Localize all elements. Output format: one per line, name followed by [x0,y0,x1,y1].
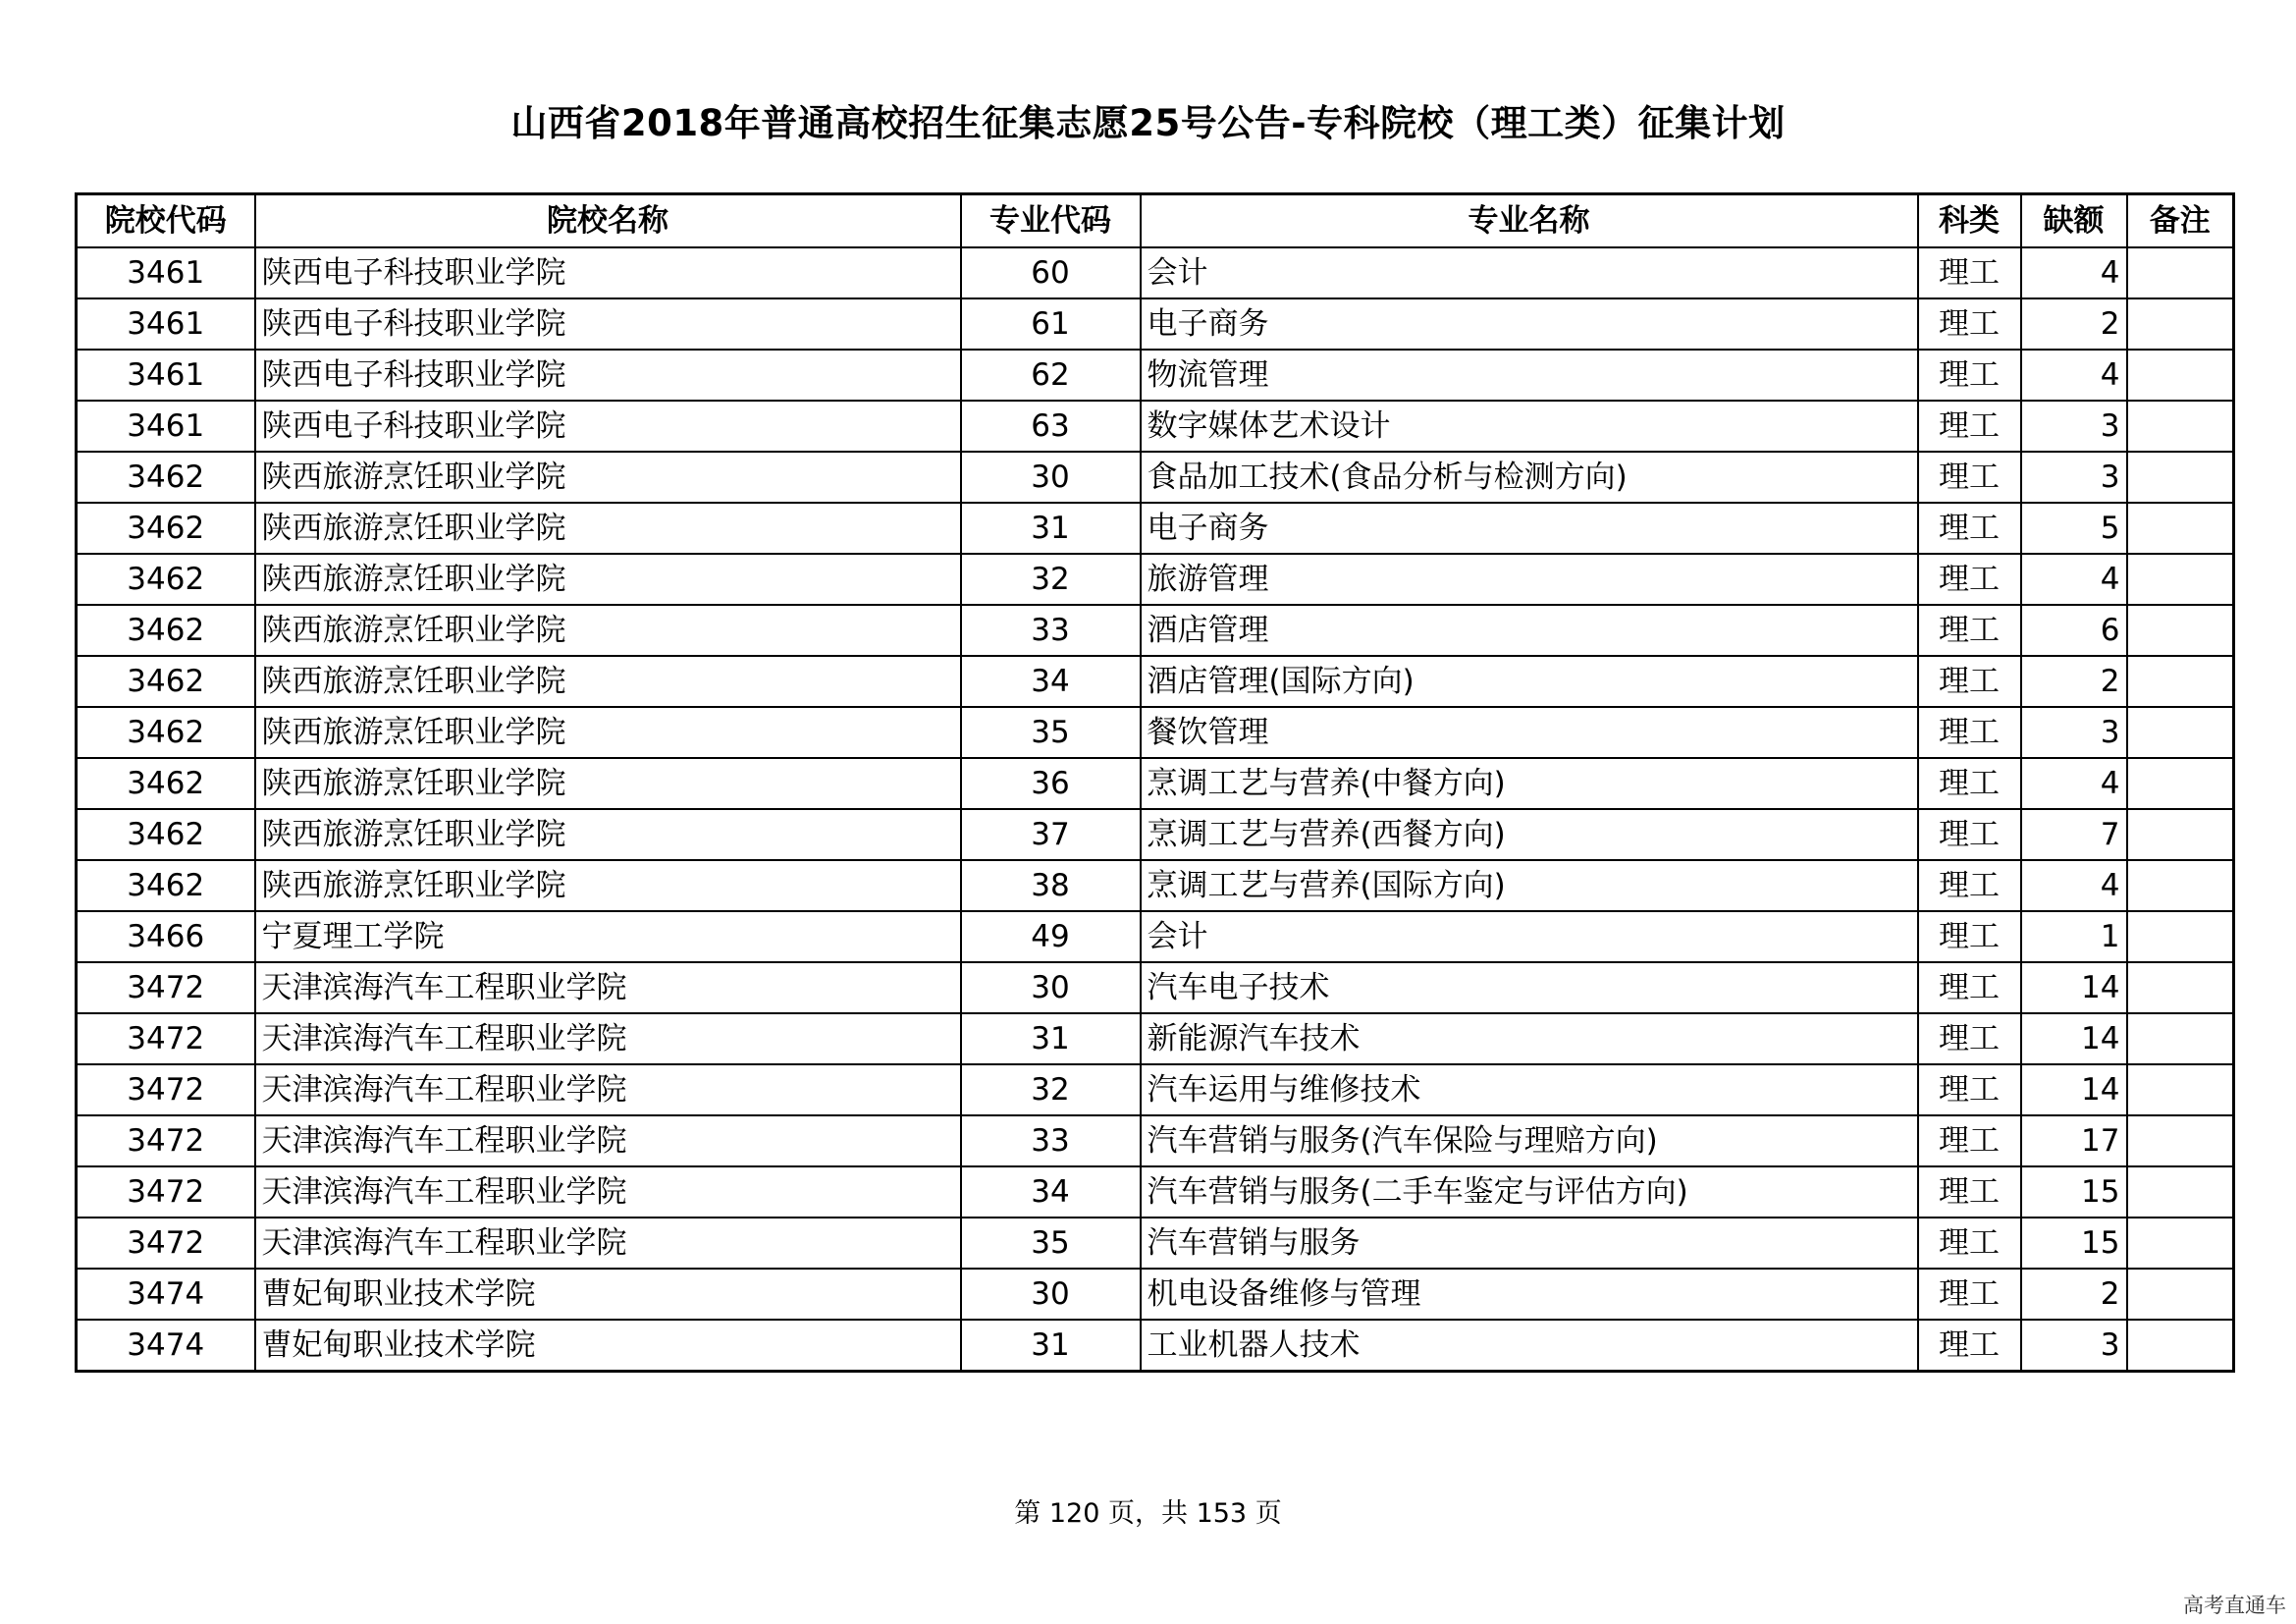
cell-vacancy: 4 [2021,758,2127,809]
cell-major-code: 30 [961,452,1141,503]
cell-vacancy: 3 [2021,452,2127,503]
cell-category: 理工 [1918,503,2021,554]
cell-school-name: 天津滨海汽车工程职业学院 [255,1013,961,1064]
cell-category: 理工 [1918,1115,2021,1166]
cell-vacancy: 1 [2021,911,2127,962]
cell-category: 理工 [1918,401,2021,452]
cell-school-code: 3472 [77,1013,255,1064]
table-row [77,758,2234,809]
table-row [77,503,2234,554]
cell-major-name: 烹调工艺与营养(国际方向) [1141,860,1918,911]
table-row [77,452,2234,503]
cell-vacancy: 5 [2021,503,2127,554]
enrollment-plan-table [75,192,2235,1373]
cell-major-name: 餐饮管理 [1141,707,1918,758]
cell-category: 理工 [1918,758,2021,809]
cell-major-name: 酒店管理 [1141,605,1918,656]
cell-remark [2127,962,2234,1013]
cell-major-code: 34 [961,1166,1141,1218]
cell-school-code: 3462 [77,656,255,707]
table-body [77,247,2234,1372]
cell-category: 理工 [1918,1320,2021,1372]
cell-school-code: 3461 [77,247,255,298]
cell-school-code: 3462 [77,503,255,554]
cell-remark [2127,452,2234,503]
cell-school-name: 陕西旅游烹饪职业学院 [255,656,961,707]
cell-major-code: 32 [961,554,1141,605]
cell-vacancy: 14 [2021,1013,2127,1064]
cell-major-name: 机电设备维修与管理 [1141,1269,1918,1320]
cell-vacancy: 2 [2021,298,2127,350]
cell-remark [2127,1269,2234,1320]
cell-school-code: 3462 [77,707,255,758]
cell-category: 理工 [1918,247,2021,298]
watermark: 高考直通车 [2183,1594,2286,1617]
cell-school-code: 3461 [77,350,255,401]
header-major-name: 专业名称 [1141,194,1918,248]
cell-vacancy: 15 [2021,1166,2127,1218]
table-row [77,298,2234,350]
table-row [77,401,2234,452]
cell-major-name: 食品加工技术(食品分析与检测方向) [1141,452,1918,503]
table-row [77,1269,2234,1320]
header-remark: 备注 [2127,194,2234,248]
cell-school-code: 3474 [77,1269,255,1320]
cell-major-name: 烹调工艺与营养(西餐方向) [1141,809,1918,860]
cell-major-code: 62 [961,350,1141,401]
cell-major-name: 汽车电子技术 [1141,962,1918,1013]
cell-vacancy: 3 [2021,401,2127,452]
cell-category: 理工 [1918,911,2021,962]
cell-major-code: 35 [961,1218,1141,1269]
cell-vacancy: 14 [2021,962,2127,1013]
cell-major-code: 35 [961,707,1141,758]
cell-major-name: 汽车营销与服务(汽车保险与理赔方向) [1141,1115,1918,1166]
cell-category: 理工 [1918,1064,2021,1115]
cell-major-code: 30 [961,1269,1141,1320]
cell-category: 理工 [1918,452,2021,503]
cell-school-name: 天津滨海汽车工程职业学院 [255,1064,961,1115]
table-row [77,1218,2234,1269]
cell-school-name: 陕西电子科技职业学院 [255,298,961,350]
cell-major-name: 数字媒体艺术设计 [1141,401,1918,452]
cell-school-name: 曹妃甸职业技术学院 [255,1320,961,1372]
cell-remark [2127,809,2234,860]
page-number: 第 120 页，共 153 页 [1014,1498,1282,1529]
cell-major-name: 汽车营销与服务(二手车鉴定与评估方向) [1141,1166,1918,1218]
table-row [77,1064,2234,1115]
table-row [77,656,2234,707]
cell-remark [2127,247,2234,298]
cell-school-code: 3472 [77,1218,255,1269]
cell-remark [2127,860,2234,911]
cell-category: 理工 [1918,605,2021,656]
cell-remark [2127,1166,2234,1218]
cell-major-name: 会计 [1141,911,1918,962]
cell-major-code: 32 [961,1064,1141,1115]
cell-major-code: 30 [961,962,1141,1013]
cell-major-code: 63 [961,401,1141,452]
cell-category: 理工 [1918,1269,2021,1320]
cell-school-name: 陕西电子科技职业学院 [255,247,961,298]
cell-school-code: 3472 [77,1064,255,1115]
cell-remark [2127,1064,2234,1115]
cell-major-name: 电子商务 [1141,298,1918,350]
cell-major-code: 34 [961,656,1141,707]
cell-remark [2127,605,2234,656]
cell-major-code: 31 [961,1013,1141,1064]
cell-school-code: 3462 [77,554,255,605]
cell-major-name: 旅游管理 [1141,554,1918,605]
table-row [77,1166,2234,1218]
cell-vacancy: 4 [2021,860,2127,911]
cell-vacancy: 3 [2021,707,2127,758]
cell-remark [2127,401,2234,452]
cell-major-code: 33 [961,605,1141,656]
cell-school-code: 3462 [77,860,255,911]
cell-major-code: 38 [961,860,1141,911]
cell-major-code: 49 [961,911,1141,962]
cell-school-code: 3472 [77,962,255,1013]
cell-school-name: 天津滨海汽车工程职业学院 [255,962,961,1013]
cell-vacancy: 4 [2021,554,2127,605]
table-row [77,707,2234,758]
cell-vacancy: 2 [2021,656,2127,707]
cell-major-code: 36 [961,758,1141,809]
cell-school-name: 陕西旅游烹饪职业学院 [255,707,961,758]
cell-school-code: 3472 [77,1166,255,1218]
cell-category: 理工 [1918,656,2021,707]
cell-category: 理工 [1918,962,2021,1013]
table-row [77,1320,2234,1372]
cell-vacancy: 6 [2021,605,2127,656]
header-row [77,194,2234,248]
cell-remark [2127,656,2234,707]
cell-major-code: 31 [961,1320,1141,1372]
cell-category: 理工 [1918,554,2021,605]
header-school-name: 院校名称 [255,194,961,248]
cell-remark [2127,707,2234,758]
cell-remark [2127,350,2234,401]
cell-category: 理工 [1918,1166,2021,1218]
header-major-code: 专业代码 [961,194,1141,248]
cell-school-code: 3462 [77,758,255,809]
cell-school-code: 3462 [77,605,255,656]
cell-school-name: 陕西旅游烹饪职业学院 [255,809,961,860]
cell-school-code: 3462 [77,452,255,503]
cell-school-code: 3462 [77,809,255,860]
cell-major-code: 31 [961,503,1141,554]
cell-school-code: 3461 [77,298,255,350]
cell-school-name: 曹妃甸职业技术学院 [255,1269,961,1320]
cell-category: 理工 [1918,1218,2021,1269]
cell-vacancy: 14 [2021,1064,2127,1115]
cell-remark [2127,554,2234,605]
cell-remark [2127,911,2234,962]
cell-category: 理工 [1918,860,2021,911]
cell-vacancy: 3 [2021,1320,2127,1372]
table-row [77,962,2234,1013]
cell-school-name: 天津滨海汽车工程职业学院 [255,1166,961,1218]
cell-category: 理工 [1918,809,2021,860]
cell-vacancy: 15 [2021,1218,2127,1269]
cell-school-name: 陕西旅游烹饪职业学院 [255,860,961,911]
cell-remark [2127,758,2234,809]
cell-major-name: 会计 [1141,247,1918,298]
header-vacancy: 缺额 [2021,194,2127,248]
table-row [77,350,2234,401]
cell-major-name: 电子商务 [1141,503,1918,554]
cell-vacancy: 7 [2021,809,2127,860]
cell-school-code: 3474 [77,1320,255,1372]
cell-school-name: 陕西旅游烹饪职业学院 [255,758,961,809]
table-row [77,809,2234,860]
cell-category: 理工 [1918,298,2021,350]
cell-remark [2127,1320,2234,1372]
cell-major-name: 工业机器人技术 [1141,1320,1918,1372]
cell-major-code: 37 [961,809,1141,860]
cell-school-name: 陕西旅游烹饪职业学院 [255,503,961,554]
cell-vacancy: 2 [2021,1269,2127,1320]
table-row [77,605,2234,656]
table-header [77,194,2234,248]
cell-major-name: 汽车运用与维修技术 [1141,1064,1918,1115]
cell-vacancy: 17 [2021,1115,2127,1166]
cell-school-name: 陕西电子科技职业学院 [255,350,961,401]
cell-category: 理工 [1918,350,2021,401]
table-row [77,860,2234,911]
cell-major-name: 烹调工艺与营养(中餐方向) [1141,758,1918,809]
cell-category: 理工 [1918,1013,2021,1064]
table-row [77,247,2234,298]
cell-major-code: 61 [961,298,1141,350]
cell-vacancy: 4 [2021,247,2127,298]
table-row [77,1115,2234,1166]
cell-school-name: 天津滨海汽车工程职业学院 [255,1218,961,1269]
cell-school-name: 陕西电子科技职业学院 [255,401,961,452]
cell-major-code: 60 [961,247,1141,298]
header-school-code: 院校代码 [77,194,255,248]
cell-major-name: 汽车营销与服务 [1141,1218,1918,1269]
cell-category: 理工 [1918,707,2021,758]
header-category: 科类 [1918,194,2021,248]
cell-major-name: 物流管理 [1141,350,1918,401]
cell-major-name: 酒店管理(国际方向) [1141,656,1918,707]
cell-school-name: 陕西旅游烹饪职业学院 [255,605,961,656]
cell-remark [2127,503,2234,554]
cell-school-name: 陕西旅游烹饪职业学院 [255,452,961,503]
cell-major-name: 新能源汽车技术 [1141,1013,1918,1064]
cell-remark [2127,1013,2234,1064]
cell-vacancy: 4 [2021,350,2127,401]
cell-school-code: 3461 [77,401,255,452]
cell-major-code: 33 [961,1115,1141,1166]
cell-school-name: 天津滨海汽车工程职业学院 [255,1115,961,1166]
table-row [77,911,2234,962]
cell-school-code: 3472 [77,1115,255,1166]
cell-remark [2127,1218,2234,1269]
cell-school-name: 陕西旅游烹饪职业学院 [255,554,961,605]
table-row [77,1013,2234,1064]
cell-school-name: 宁夏理工学院 [255,911,961,962]
cell-remark [2127,1115,2234,1166]
cell-remark [2127,298,2234,350]
table-row [77,554,2234,605]
page-title: 山西省2018年普通高校招生征集志愿25号公告-专科院校（理工类）征集计划 [510,102,1786,144]
cell-school-code: 3466 [77,911,255,962]
